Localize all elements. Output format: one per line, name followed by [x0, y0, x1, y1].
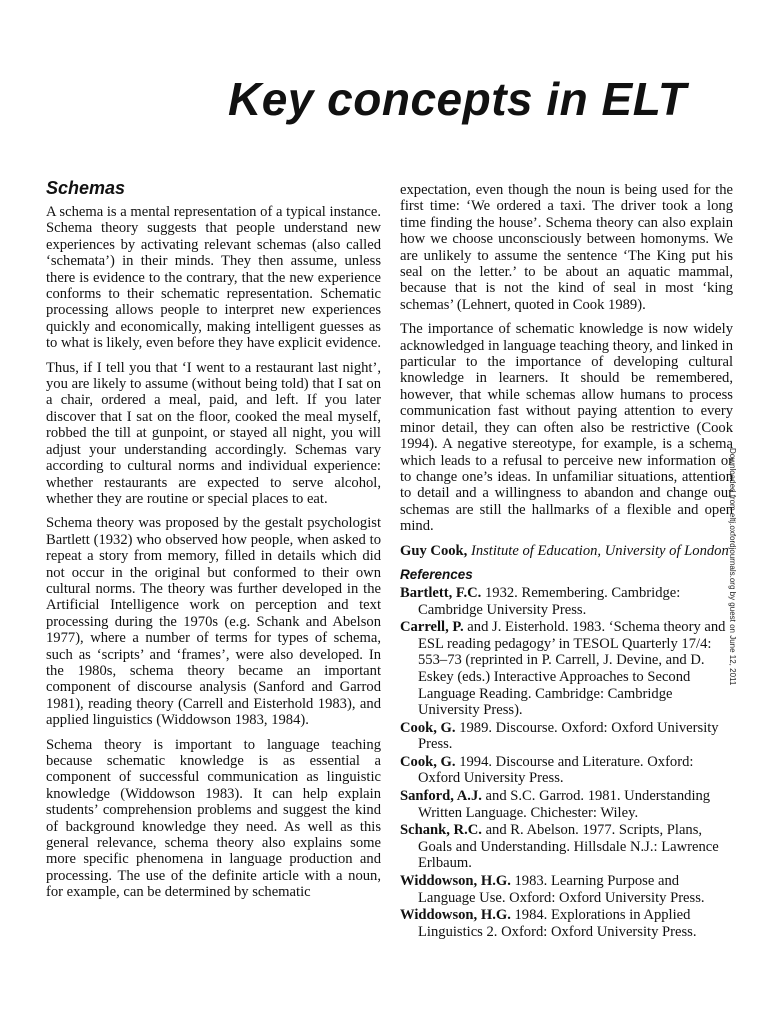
- author-affiliation: Institute of Education, University of London: [470, 542, 729, 559]
- reference-authors: Cook, G.: [400, 719, 456, 736]
- paragraph: expectation, even though the noun is being used for the first time: ‘We ordered a taxi. The driver took a long time finding the house’. Schema theory can also explain how we choose unconsciously between homonyms. We are unlikely to assume the sentence ‘The King put his seal on the letter.’ to be about an aquatic mammal, because that is not the kind of seal in most ‘king schemas’ (Lehnert, quoted in Cook 1989).: [400, 182, 733, 313]
- paragraph: Thus, if I tell you that ‘I went to a restaurant last night’, you are likely to assume (without being told) that I sat on a chair, ordered a meal, paid, and left. If you later discover that I sat on the floor, cooked the meal myself, robbed the till at gunpoint, or stayed all night, you will adjust your understanding accordingly. Schemas vary according to cultural norms and individual experience: whether restaurants are expected to serve alcohol, whether they are routine or special places to eat.: [46, 359, 381, 507]
- reference-details: 1994. Discourse and Literature. Oxford: Oxford University Press.: [418, 753, 694, 787]
- download-watermark: Downloaded from eltj.oxfordjournals.org by guest on June 12, 2011: [728, 448, 737, 686]
- left-column: [46, 178, 381, 909]
- reference-details: 1983. Learning Purpose and Language Use. Oxford: Oxford University Press.: [418, 873, 705, 906]
- reference-details: and J. Eisterhold. 1983. ‘Schema theory and ESL reading pedagogy’ in TESOL Quarterly 17/4: 553–73 (reprinted in P. Carrell, J. Devine, and D. Eskey (eds.) Interactive Approaches to Second Language Reading. Cambridge: Cambridge University Press).: [418, 619, 726, 719]
- reference-authors: Carrell, P.: [400, 619, 464, 636]
- reference-authors: Cook, G.: [400, 753, 456, 770]
- reference-item: [400, 822, 733, 872]
- paragraph: Schema theory was proposed by the gestalt psychologist Bartlett (1932) who observed how people, when asked to repeat a story from memory, filled in details which did not occur in the original but conformed to their own cultural norms. The theory was further developed in the Artificial Intelligence work on perception and text processing during the 1970s (e.g. Schank and Abelson 1977), where a number of terms for types of schema, such as ‘scripts’ and ‘frames’, were also developed. In the 1980s, schema theory became an important component of discourse analysis (Sanford and Garrod 1981), reading theory (Carrell and Eisterhold 1983), and applied linguistics (Widdowson 1983, 1984).: [46, 515, 381, 729]
- reference-authors: Sanford, A.J.: [400, 788, 482, 805]
- reference-authors: Widdowson, H.G.: [400, 907, 511, 924]
- reference-item: [400, 619, 733, 719]
- author-name: Guy Cook,: [400, 542, 468, 559]
- reference-item: [400, 907, 733, 940]
- author-line: [400, 543, 733, 559]
- paragraph: The importance of schematic knowledge is now widely acknowledged in language teaching theory, and linked in particular to the importance of developing cultural knowledge in learners. It should be remembered, however, that while schemas allow humans to process communication fast without paying attention to every minor detail, they can often also be restrictive (Cook 1994). A negative stereotype, for example, is a schema which leads to a refusal to perceive new information or to change one’s ideas. In unfamiliar situations, attention to detail and a willingness to abandon and change our schemas are still the hallmarks of a flexible and open mind.: [400, 321, 733, 535]
- paragraph: Schema theory is important to language teaching because schematic knowledge is as essential a component of successful communication as linguistic knowledge (Widdowson 1983). It can help explain students’ comprehension problems and suggest the kind of background knowledge they need. As well as this general relevance, schema theory also explains some more specific phenomena in language production and processing. The use of the definite article with a noun, for example, can be determined by schematic: [46, 736, 381, 901]
- reference-item: [400, 873, 733, 906]
- references-heading: References: [400, 566, 473, 582]
- reference-details: 1989. Discourse. Oxford: Oxford University Press.: [418, 719, 719, 753]
- section-heading-schemas: Schemas: [46, 178, 126, 198]
- reference-item: [400, 754, 733, 787]
- page-title: Key concepts in ELT: [228, 73, 687, 125]
- reference-details: 1932. Remembering. Cambridge: Cambridge University Press.: [418, 584, 681, 618]
- reference-details: and R. Abelson. 1977. Scripts, Plans, Goals and Understanding. Hillsdale N.J.: Lawrence Erlbaum.: [418, 822, 719, 872]
- paragraph: A schema is a mental representation of a typical instance. Schema theory suggests that people understand new experiences by activating relevant schemas (also called ‘schemata’) in their minds. They then assume, unless there is evidence to the contrary, that the new experience conforms to their schematic representation. Schematic processing allows people to interpret new experiences quickly and economically, making intelligent guesses as to what is likely, even before they have explicit evidence.: [46, 204, 381, 352]
- reference-item: [400, 788, 733, 821]
- reference-authors: Widdowson, H.G.: [400, 873, 511, 890]
- reference-authors: Schank, R.C.: [400, 822, 482, 839]
- reference-item: [400, 720, 733, 753]
- reference-authors: Bartlett, F.C.: [400, 584, 482, 601]
- reference-details: and S.C. Garrod. 1981. Understanding Written Language. Chichester: Wiley.: [418, 788, 711, 821]
- reference-details: 1984. Explorations in Applied Linguistics 2. Oxford: Oxford University Press.: [418, 907, 697, 940]
- reference-list: [400, 585, 733, 940]
- reference-item: [400, 585, 733, 618]
- right-column: [400, 182, 733, 941]
